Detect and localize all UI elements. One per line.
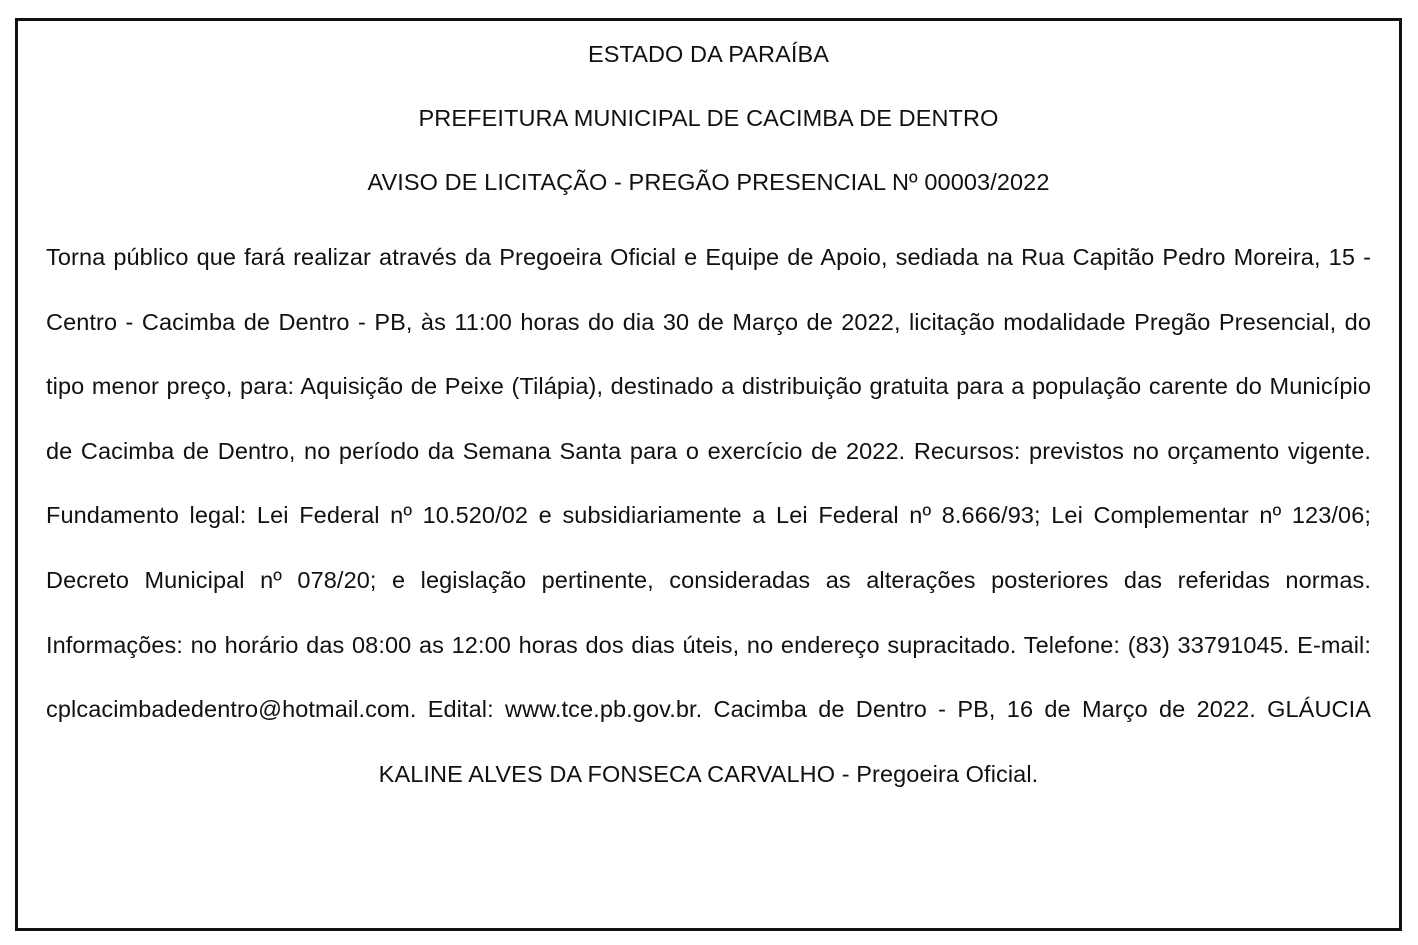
notice-frame <box>15 18 1402 931</box>
municipality-heading: PREFEITURA MUNICIPAL DE CACIMBA DE DENTRO <box>418 105 999 131</box>
notice-title: AVISO DE LICITAÇÃO - PREGÃO PRESENCIAL Nº 00003/2022 <box>367 169 1050 195</box>
notice-body: Torna público que fará realizar através da Pregoeira Oficial e Equipe de Apoio, sediada na Rua Capitão Pedro Moreira, 15 - Centro - Cacimba de Dentro - PB, às 11:00 horas do dia 30 de Março de 2022, licitação modalidade Pregão Presencial, do tipo menor preço, para: Aquisição de Peixe (Tilápia), destinado a distribuição gratuita para a população carente do Município de Cacimba de Dentro, no período da Semana Santa para o exercício de 2022. Recursos: previstos no orçamento vigente. Fundamento legal: Lei Federal nº 10.520/02 e subsidiariamente a Lei Federal nº 8.666/93; Lei Complementar nº 123/06; Decreto Municipal nº 078/20; e legislação pertinente, consideradas as alterações posteriores das referidas normas. Informações: no horário das 08:00 as 12:00 horas dos dias úteis, no endereço supracitado. Telefone: (83) 33791045. E-mail: cplcacimbadedentro@hotmail.com. Edital: www.tce.pb.gov.br. Cacimba de Dentro - PB, 16 de Março de 2022. GLÁUCIA KALINE ALVES DA FONSECA CARVALHO - Pregoeira Oficial. <box>46 244 1371 787</box>
state-heading: ESTADO DA PARAÍBA <box>587 41 830 67</box>
notice-content <box>46 39 1371 806</box>
